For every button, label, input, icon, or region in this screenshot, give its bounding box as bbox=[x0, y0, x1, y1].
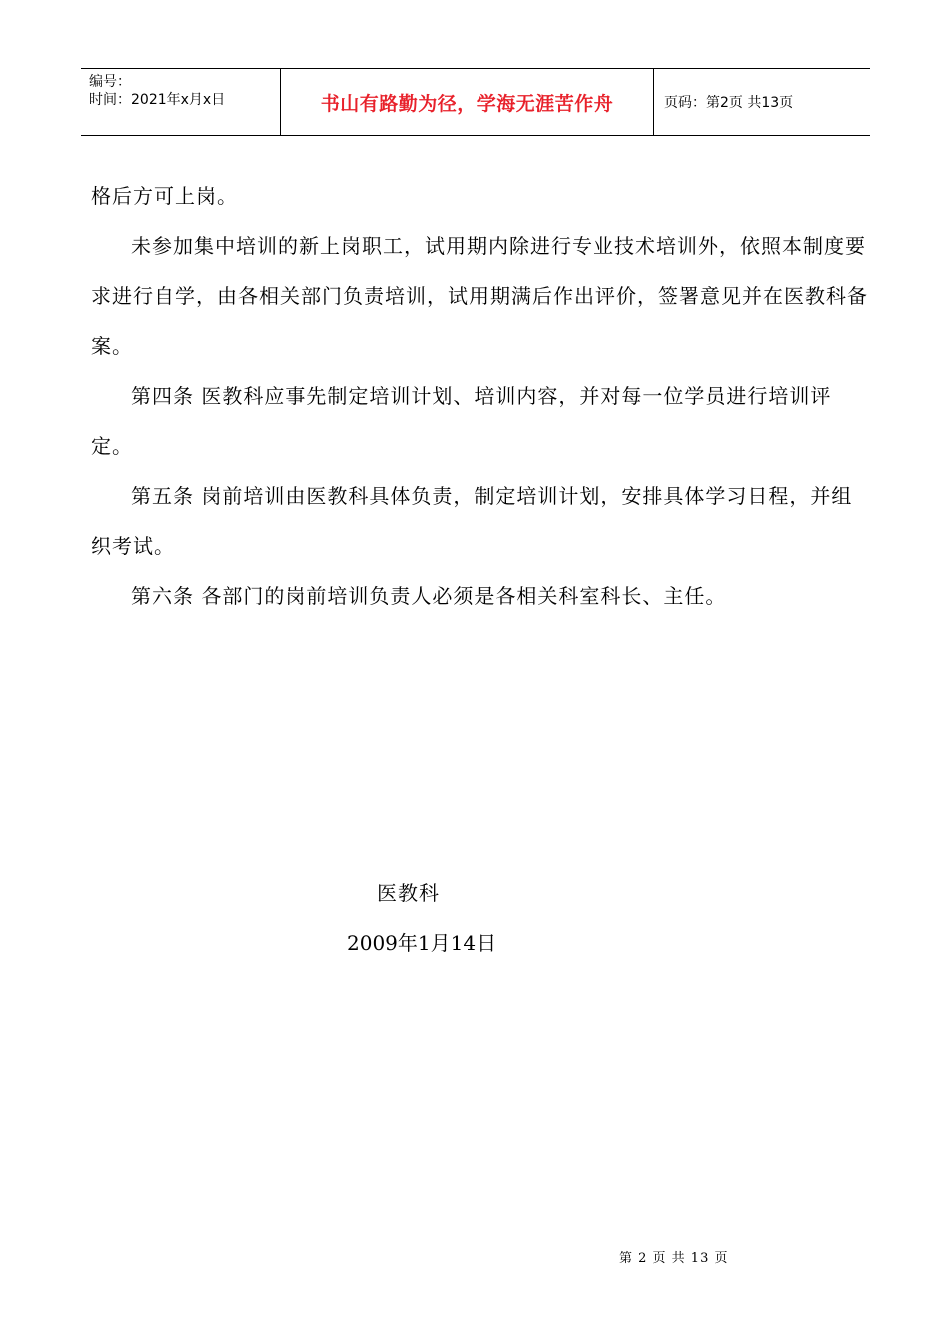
paragraph-article-4: 第四条 医教科应事先制定培训计划、培训内容，并对每一位学员进行培训评定。 bbox=[91, 384, 832, 458]
header-page-info: 页码：第2页 共13页 bbox=[664, 95, 794, 111]
document-body bbox=[91, 171, 871, 621]
paragraph-continuation: 格后方可上岗。 bbox=[91, 184, 238, 208]
page-footer: 第 2 页 共 13 页 bbox=[619, 1251, 729, 1266]
header-meta-cell bbox=[81, 69, 281, 135]
paragraph-article-6: 第六条 各部门的岗前培训负责人必须是各相关科室科长、主任。 bbox=[131, 584, 727, 608]
paragraph-article-5: 第五条 岗前培训由医教科具体负责，制定培训计划，安排具体学习日程，并组织考试。 bbox=[91, 484, 853, 558]
signature-date: 2009年1月14日 bbox=[347, 931, 497, 955]
document-time-label: 时间：2021年x月x日 bbox=[89, 92, 226, 108]
paragraph-new-staff: 未参加集中培训的新上岗职工，试用期内除进行专业技术培训外，依照本制度要求进行自学，由各相关部门负责培训，试用期满后作出评价，签署意见并在医教科备案。 bbox=[91, 234, 868, 358]
signature-department: 医教科 bbox=[377, 881, 440, 905]
document-header bbox=[81, 68, 870, 136]
document-number-label: 编号： bbox=[89, 74, 131, 90]
header-motto: 书山有路勤为径，学海无涯苦作舟 bbox=[281, 69, 654, 135]
